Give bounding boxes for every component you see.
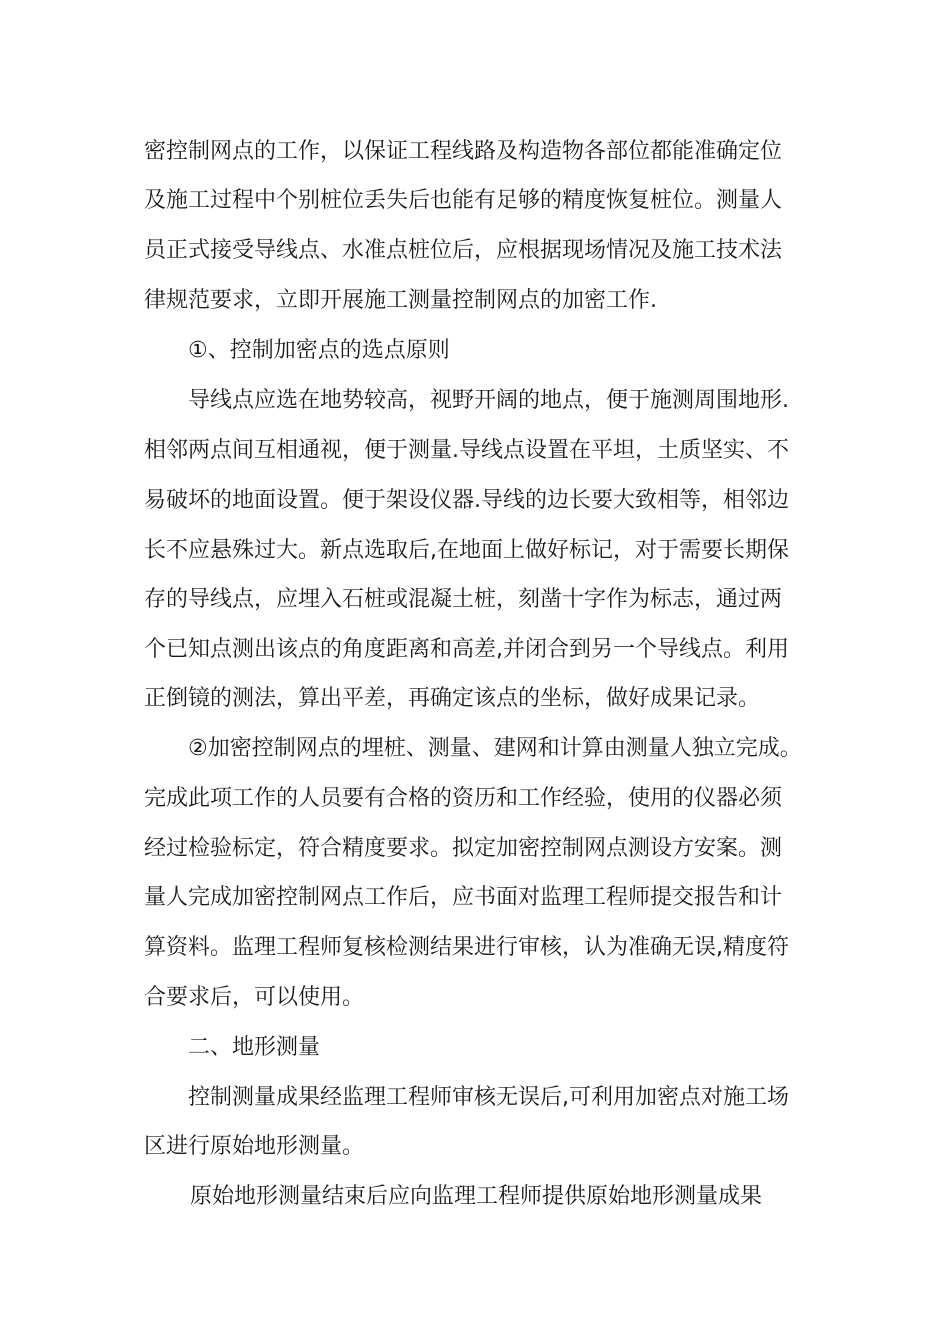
paragraph-line: 及施工过程中个别桩位丢失后也能有足够的精度恢复桩位。测量人 <box>144 188 783 213</box>
paragraph-line: 算资料。监理工程师复核检测结果进行审核，认为准确无误,精度符 <box>144 935 789 960</box>
paragraph-line: 控制测量成果经监理工程师审核无误后,可利用加密点对施工场 <box>188 1085 789 1110</box>
paragraph-line: 经过检验标定，符合精度要求。拟定加密控制网点测设方安案。测 <box>144 836 783 861</box>
paragraph-line: 合要求后，可以使用。 <box>144 985 365 1010</box>
paragraph-line: 长不应悬殊过大。新点选取后,在地面上做好标记，对于需要长期保 <box>144 538 789 563</box>
paragraph-line: 密控制网点的工作，以保证工程线路及构造物各部位都能准确定位 <box>144 139 783 164</box>
paragraph-line: 律规范要求，立即开展施工测量控制网点的加密工作. <box>144 288 657 313</box>
paragraph-line: ②加密控制网点的埋桩、测量、建网和计算由测量人独立完成。 <box>188 736 802 761</box>
paragraph-line: 员正式接受导线点、水准点桩位后，应根据现场情况及施工技术法 <box>144 238 783 263</box>
paragraph-line: 原始地形测量结束后应向监理工程师提供原始地形测量成果 <box>190 1184 763 1209</box>
section-heading: 二、地形测量 <box>188 1035 321 1060</box>
paragraph-line: 存的导线点，应埋入石桩或混凝土桩，刻凿十字作为标志，通过两 <box>144 587 783 612</box>
paragraph-line: 导线点应选在地势较高，视野开阔的地点，便于施测周围地形. <box>188 388 789 413</box>
paragraph-line: 完成此项工作的人员要有合格的资历和工作经验，使用的仪器必须 <box>144 786 783 811</box>
paragraph-line: 易破坏的地面设置。便于架设仪器.导线的边长要大致相等，相邻边 <box>144 488 789 513</box>
paragraph-line: 相邻两点间互相通视，便于测量.导线点设置在平坦，土质坚实、不 <box>144 438 789 463</box>
paragraph-line: 量人完成加密控制网点工作后，应书面对监理工程师提交报告和计 <box>144 885 783 910</box>
paragraph-line: 个已知点测出该点的角度距离和高差,并闭合到另一个导线点。利用 <box>144 637 789 662</box>
section-heading: ①、控制加密点的选点原则 <box>188 338 450 363</box>
paragraph-line: 正倒镜的测法，算出平差，再确定该点的坐标，做好成果记录。 <box>144 686 761 711</box>
paragraph-line: 区进行原始地形测量。 <box>144 1134 365 1159</box>
